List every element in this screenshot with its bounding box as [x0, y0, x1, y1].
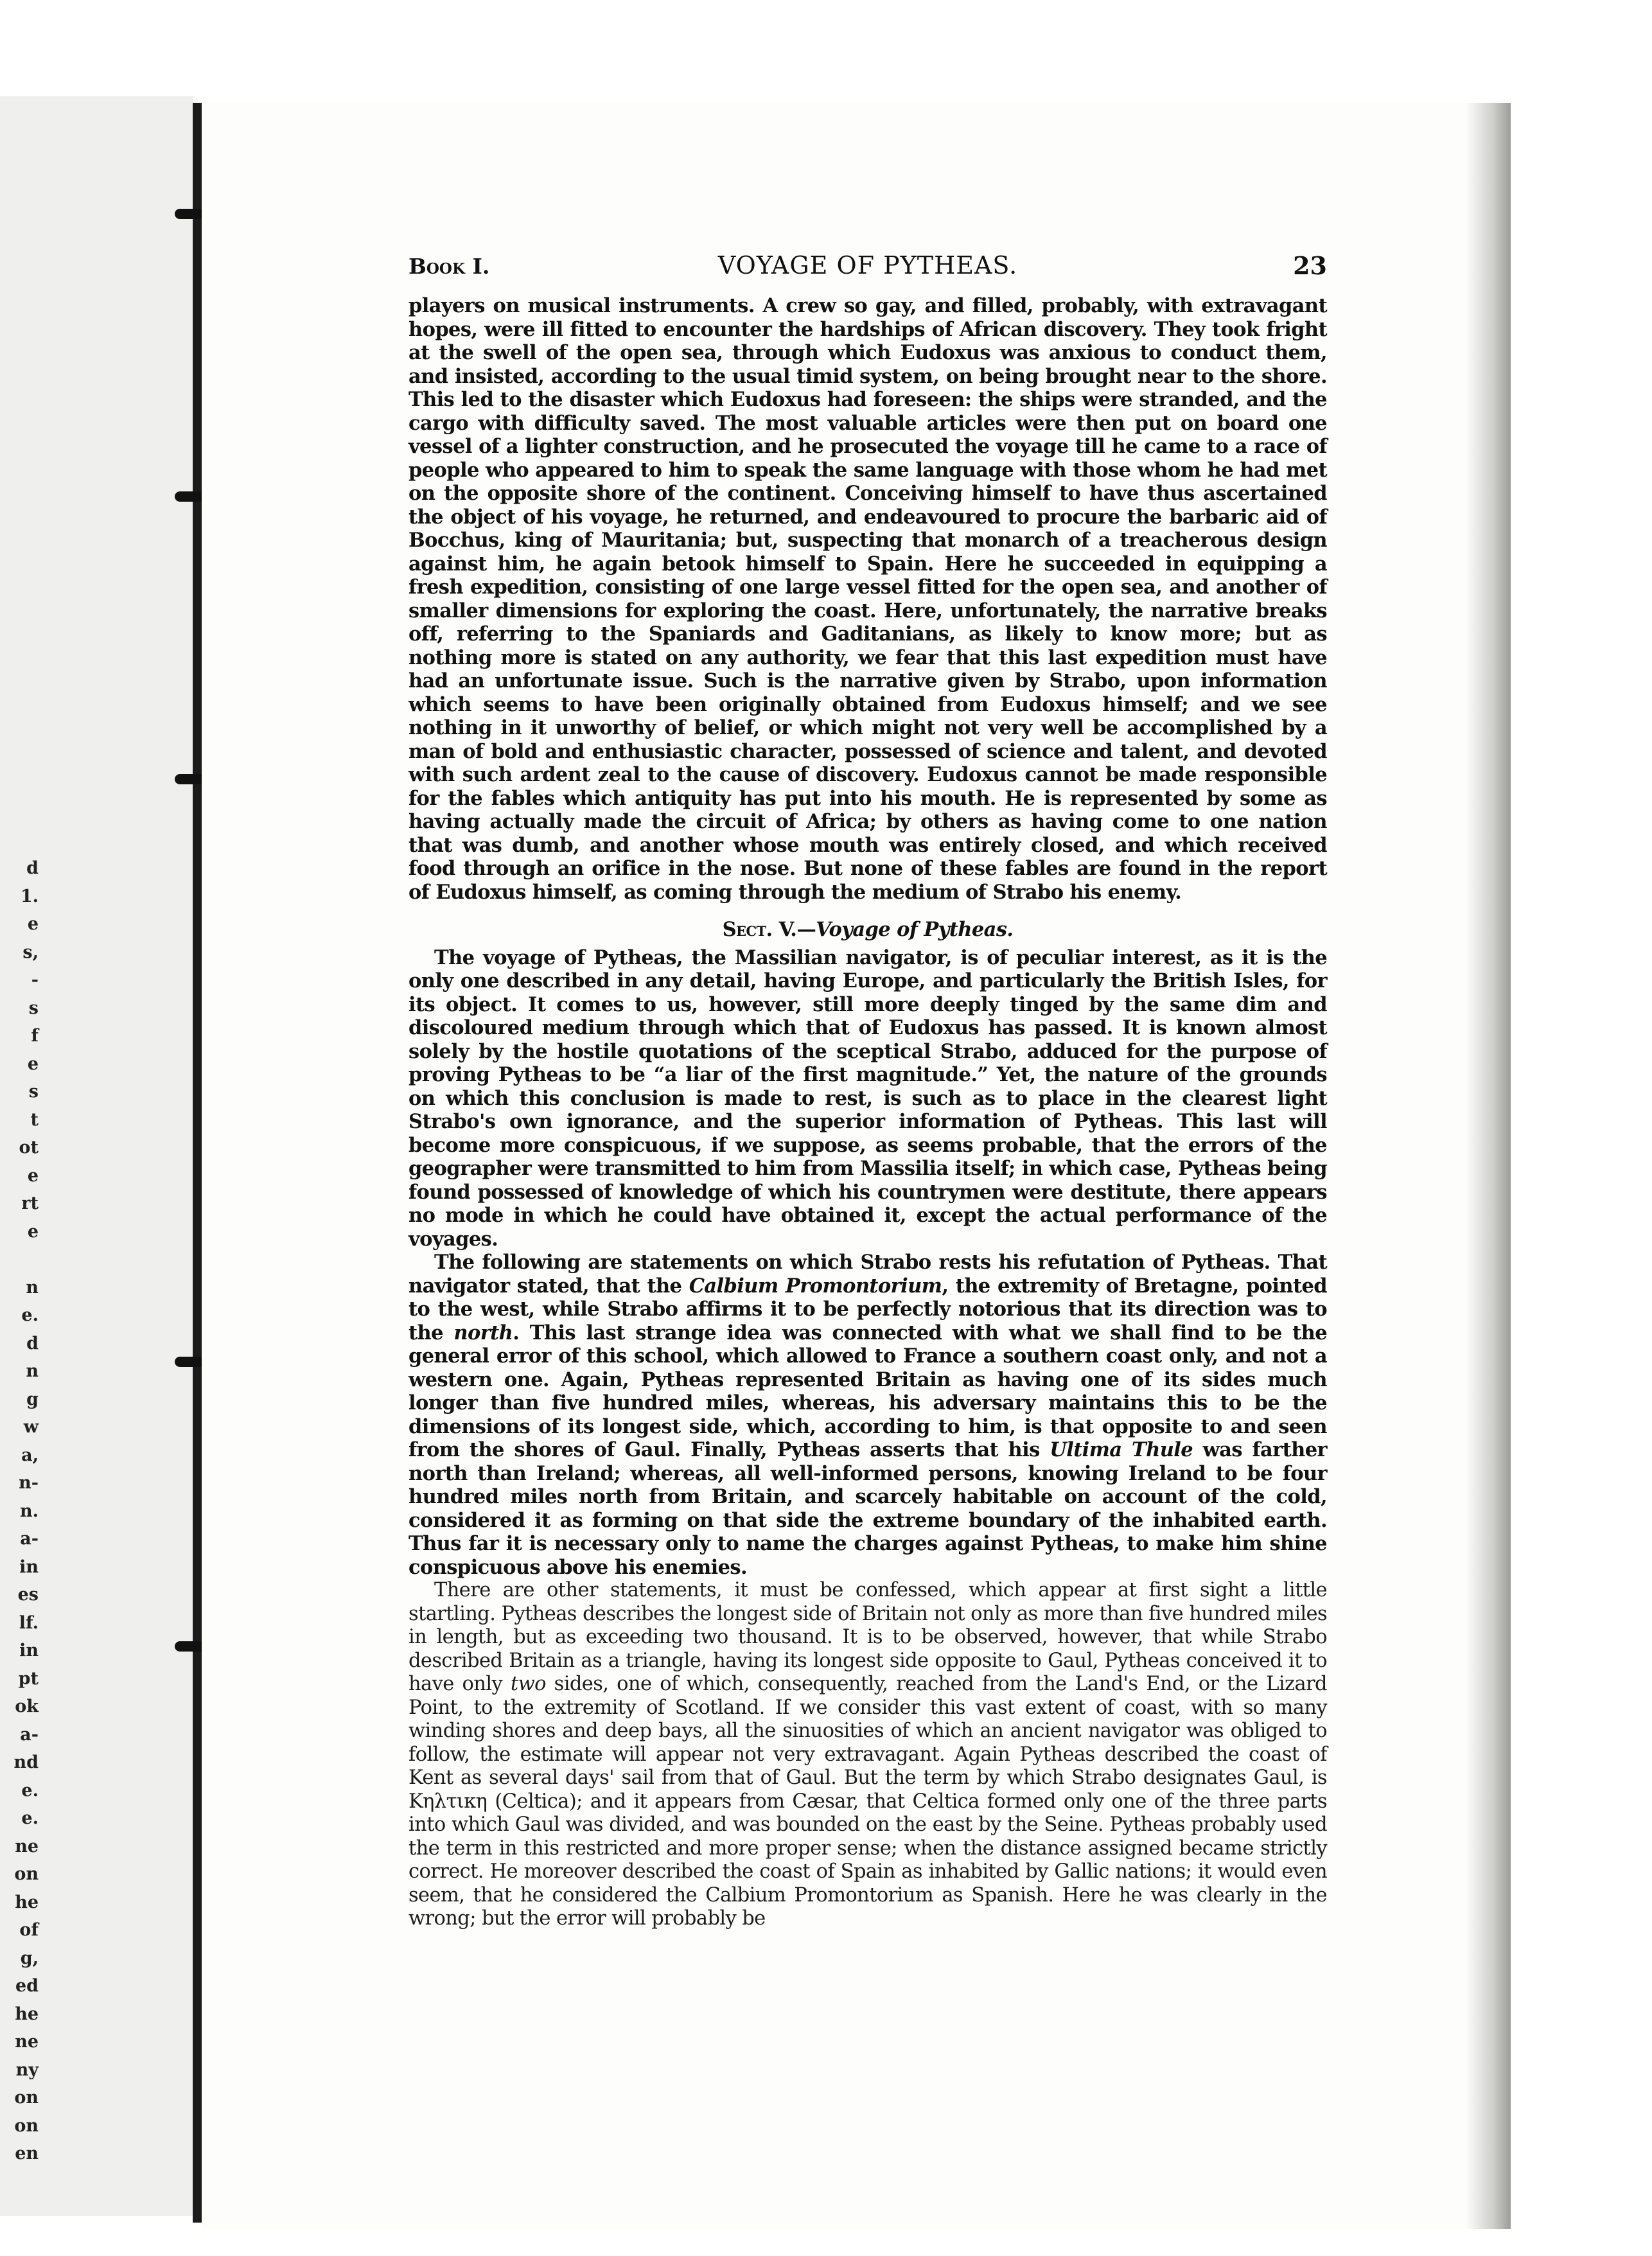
left-page-fragment: n-	[19, 1473, 39, 1493]
left-page-fragment: s	[28, 998, 39, 1018]
left-page-fragment: a-	[20, 1724, 39, 1745]
left-page-fragment: in	[19, 1556, 39, 1577]
italic-term: Ultima Thule	[1050, 1438, 1193, 1461]
left-page-fragment: e	[27, 1053, 39, 1074]
left-page-fragment: ne	[15, 1836, 39, 1856]
scan-right-margin	[1511, 96, 1652, 2256]
body-paragraph: players on musical instruments. A crew so gay, and filled, probably, with extravagant hopes, were ill fitted to encounter the hardships of African discovery. They took fright at the swell of the open sea, through which Eudoxus was anxious to conduct them, and insisted, according to the usual timid system, on being brought near to the shore. This led to the disaster which Eudoxus had foreseen: the ships were stranded, and the cargo with difficulty saved. The most valuable articles were then put on board one vessel of a lighter construction, and he prosecuted the voyage till he came to a race of people who appeared to him to speak the same language with those whom he had met on the opposite shore of the continent. Conceiving himself to have thus ascertained the object of his voyage, he returned, and endeavoured to procure the barbaric aid of Bocchus, king of Mauritania; but, suspecting that monarch of a treacherous design against him, he again betook himself to Spain. Here he succeeded in equipping a fresh expedition, consisting of one large vessel fitted for the open sea, and another of smaller dimensions for exploring the coast. Here, unfortunately, the narrative breaks off, referring to the Spaniards and Gaditanians, as likely to know more; but as nothing more is stated on any authority, we fear that this last expedition must have had an unfortunate issue. Such is the narrative given by Strabo, upon information which seems to have been originally obtained from Eudoxus himself; and we see nothing in it unworthy of belief, or which might not very well be accomplished by a man of bold and enthusiastic character, possessed of science and talent, and devoted with such ardent zeal to the cause of discovery. Eudoxus cannot be made responsible for the fables which antiquity has put into his mouth. He is represented by some as having actually made the circuit of Africa; by others as having come to one nation that was dumb, and another whose mouth was entirely closed, and which received food through an orifice in the nose. But none of these fables are found in the report of Eudoxus himself, as coming through the medium of Strabo his enemy.	[409, 294, 1327, 904]
left-page-fragment: s,	[22, 942, 39, 962]
section-title: Voyage of Pytheas.	[816, 918, 1014, 941]
left-page-fragment: d	[26, 858, 39, 878]
left-page-fragment: n.	[19, 1501, 39, 1521]
italic-term: north	[453, 1321, 513, 1344]
left-page-fragment: ot	[19, 1138, 39, 1158]
body-paragraph	[409, 1251, 1327, 1579]
left-page-fragment: n	[26, 1361, 39, 1381]
left-page-fragment: ok	[15, 1696, 39, 1716]
left-page-fragment: s	[28, 1082, 39, 1102]
paragraph-text: . This last strange idea was connected with what we shall find to be the general error of this school, which allowed to France a southern coast only, and not a western one. Again, Pytheas represented Britain as having one of its sides much longer than five hundred miles, whereas, his adversary maintains this to be the dimensions of its longest side, which, according to him, is that opposite to and seen from the shores of Gaul. Finally, Pytheas asserts that his	[409, 1321, 1327, 1461]
left-page-text-fragments	[0, 854, 39, 2168]
left-page-fragment: e.	[21, 1305, 39, 1325]
left-page-fragment: t	[30, 1109, 39, 1130]
paragraph-text: sides, one of which, consequently, reached from the Land's End, or the Lizard Point, to the extremity of Scotland. If we consider this vast extent of coast, with so many winding shores and deep bays, all the sinuosities of which an ancient navigator was obliged to follow, the estimate will appear not very extravagant. Again Pytheas described the coast of Kent as several days' sail from that of Gaul. But the term by which Strabo designates Gaul, is Κηλτικη (Celtica); and it appears from Cæsar, that Celtica formed only one of the three parts into which Gaul was divided, and was bounded on the east by the Seine. Pytheas probably used the term in this restricted and more proper sense; when the distance assigned became strictly correct. He moreover described the coast of Spain as inhabited by Gallic nations; it would even seem, that he considered the Calbium Promontorium as Spanish. Here he was clearly in the wrong; but the error will probably be	[409, 1673, 1327, 1930]
page-number: 23	[1293, 251, 1327, 280]
paragraph-text: The following are statements on which Strabo rests his refutation of Pytheas. That navigator stated, that the	[409, 1251, 1327, 1298]
body-paragraph: The voyage of Pytheas, the Massilian navigator, is of peculiar interest, as it is the only one described in any detail, having Europe, and particularly the British Isles, for its object. It comes to us, however, still more deeply tinged by the same dim and discoloured medium through which that of Eudoxus has passed. It is known almost solely by the hostile quotations of the sceptical Strabo, adduced for the purpose of proving Pytheas to be “a liar of the first magnitude.” Yet, the nature of the grounds on which this conclusion is made to rest, is such as to place in the clearest light Strabo's own ignorance, and the superior information of Pytheas. This last will become more conspicuous, if we suppose, as seems probable, that the errors of the geographer were transmitted to him from Massilia itself; in which case, Pytheas being found possessed of knowledge of which his countrymen were destitute, there appears no mode in which he could have obtained it, except the actual performance of the voyages.	[409, 946, 1327, 1251]
italic-term: Calbium Promontorium	[689, 1274, 942, 1298]
running-header	[409, 251, 1327, 286]
left-page-fragment	[0, 1246, 39, 1274]
page-body	[409, 294, 1327, 1931]
left-page-fragment: w	[23, 1417, 39, 1437]
page-edge-shadow	[1466, 103, 1511, 2229]
left-page-fragment: on	[14, 2115, 39, 2136]
left-page-fragment: a-	[20, 1529, 39, 1549]
left-page-fragment: e.	[21, 1780, 39, 1801]
section-heading	[409, 918, 1327, 942]
page-title: VOYAGE OF PYTHEAS.	[717, 251, 1018, 279]
paragraph-text: was farther north than Ireland; whereas, all well-informed persons, knowing Ireland to be four hundred miles north from Britain, and scarcely habitable on account of the cold, considered it as forming on that side the extreme boundary of the inhabited earth. Thus far it is necessary only to name the charges against Pytheas, to make him shine conspicuous above his enemies.	[409, 1438, 1327, 1579]
left-page-fragment: ne	[15, 2032, 39, 2052]
left-page-fragment: pt	[18, 1668, 39, 1689]
left-page-fragment: in	[19, 1641, 39, 1661]
left-page-fragment: e.	[21, 1808, 39, 1828]
left-page-fragment: on	[14, 2088, 39, 2108]
body-paragraph	[409, 1579, 1327, 1931]
left-page-fragment: en	[15, 2144, 39, 2163]
left-page-fragment: of	[19, 1920, 39, 1940]
book-label: Book I.	[409, 254, 490, 279]
left-page-fragment: e	[27, 914, 39, 934]
section-label: Sect. V.—	[722, 918, 816, 941]
left-page-fragment: lf.	[19, 1612, 39, 1633]
left-page-fragment: nd	[13, 1752, 39, 1772]
left-page-fragment: e	[27, 1221, 39, 1242]
left-page-fragment: ed	[15, 1976, 39, 1996]
left-page-fragment: g,	[20, 1948, 39, 1968]
left-page-fragment: a,	[21, 1445, 39, 1465]
left-page-fragment: f	[31, 1026, 39, 1046]
left-page-fragment: on	[14, 1864, 39, 1884]
left-page-fragment: e	[27, 1165, 39, 1186]
book-gutter	[193, 103, 202, 2223]
left-page-fragment: g	[26, 1389, 39, 1409]
paragraph-text: There are other statements, it must be confessed, which appear at first sight a little startling. Pytheas describes the longest side of Britain not only as more than five hundred miles in length, but as exceeding two thousand. It is to be observed, however, that while Strabo described Britain as a triangle, having its longest side opposite to Gaul, Pytheas conceived it to have only	[409, 1579, 1327, 1695]
left-page-fragment: d	[26, 1333, 39, 1353]
left-page-sliver	[0, 96, 193, 2216]
paragraph-text: , the extremity of Bretagne, pointed to the west, while Strabo affirms it to be perfectly notorious that its direction was to the	[409, 1274, 1327, 1344]
left-page-fragment: 1.	[20, 886, 39, 906]
left-page-fragment: n	[26, 1277, 39, 1298]
left-page-fragment: he	[15, 1892, 39, 1912]
italic-term: two	[510, 1673, 546, 1695]
left-page-fragment: ny	[15, 2059, 39, 2080]
left-page-fragment: es	[17, 1585, 39, 1605]
left-page-fragment: rt	[21, 1194, 39, 1213]
left-page-fragment: he	[15, 2004, 39, 2024]
left-page-fragment: -	[31, 970, 39, 990]
